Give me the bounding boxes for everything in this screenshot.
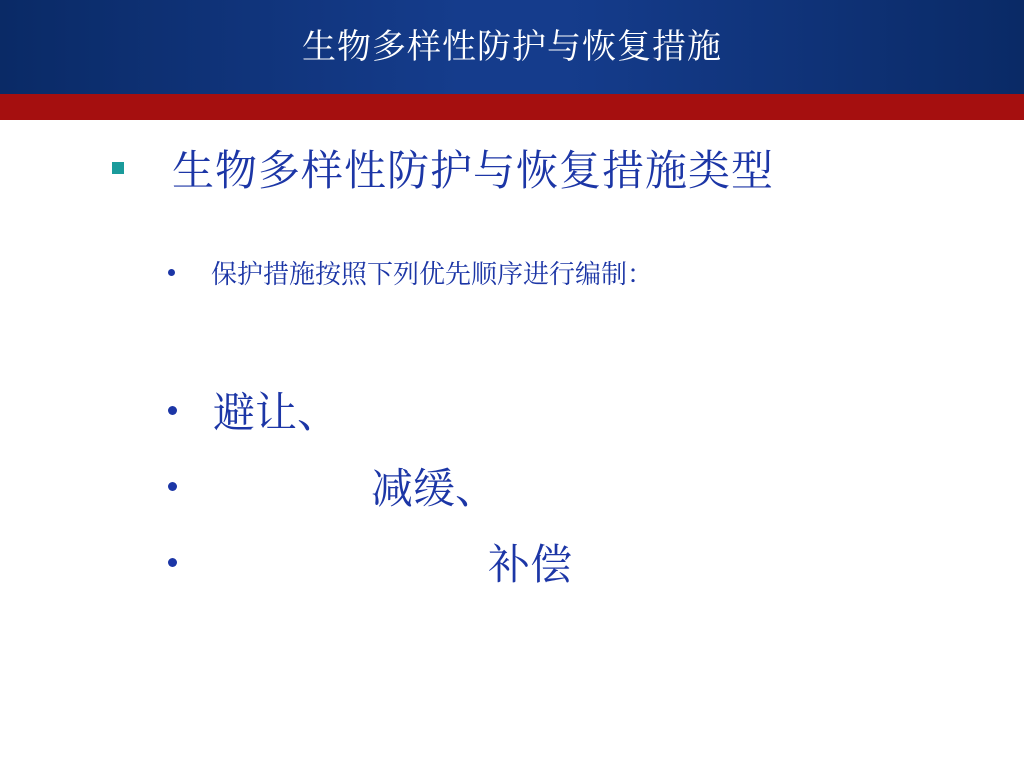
- header-accent-band: [0, 94, 1024, 120]
- sub-bullet: [168, 252, 653, 292]
- list-item-text: 避让、: [213, 388, 340, 437]
- square-bullet-icon: [112, 162, 124, 174]
- list-item-text: 减缓、: [371, 464, 498, 513]
- dot-bullet-icon: [168, 558, 177, 567]
- slide-content: [0, 120, 1024, 768]
- sub-bullet-text: 保护措施按照下列优先顺序进行编制：: [211, 259, 654, 290]
- list-item-text: 补偿: [488, 540, 573, 589]
- dot-bullet-icon: [168, 269, 175, 276]
- dot-bullet-icon: [168, 482, 177, 491]
- list-item: [168, 534, 572, 590]
- main-bullet: [112, 138, 774, 198]
- dot-bullet-icon: [168, 406, 177, 415]
- slide-header: [0, 0, 1024, 94]
- list-item: [168, 458, 497, 514]
- main-bullet-text: 生物多样性防护与恢复措施类型: [172, 146, 775, 195]
- list-item: [168, 382, 339, 438]
- slide-title: 生物多样性防护与恢复措施: [302, 27, 722, 67]
